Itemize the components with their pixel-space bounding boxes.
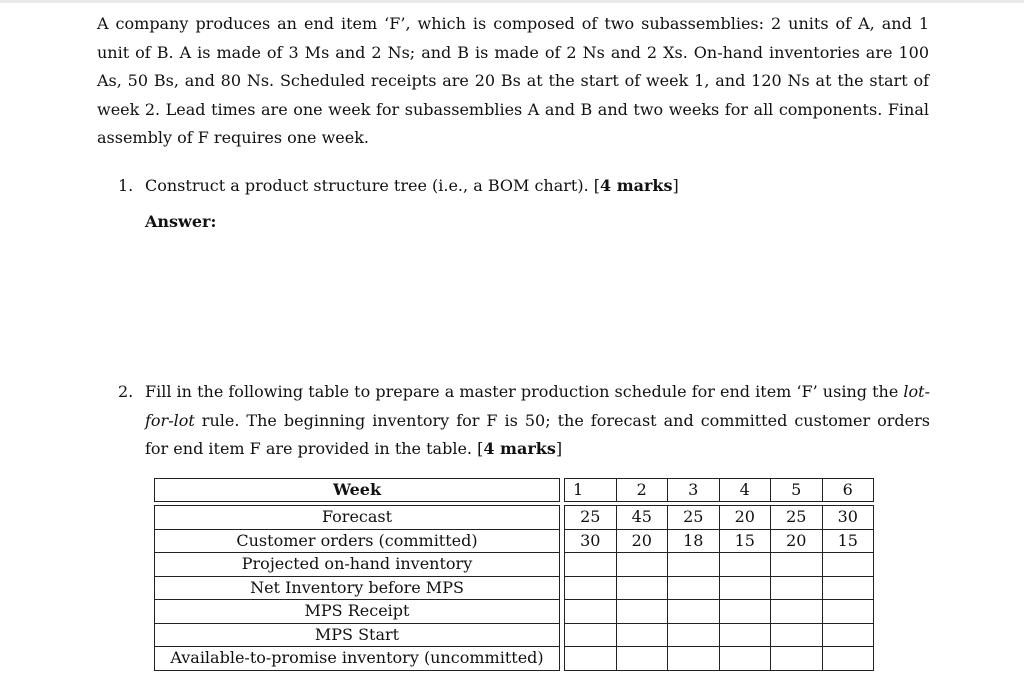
- table-cell: 25: [565, 506, 617, 530]
- question-2-text-b: rule. The beginning inventory for F is 50; the forecast and committed customer orders for end item F are provided in the table. [: [145, 410, 930, 458]
- blank-cell[interactable]: [616, 553, 668, 577]
- question-2-lot-rule: lot-for-lot: [145, 382, 930, 430]
- week-number: 1: [565, 479, 617, 502]
- answer-label: Answer:: [145, 212, 217, 231]
- blank-cell[interactable]: [565, 623, 617, 647]
- blank-cell[interactable]: [719, 623, 771, 647]
- blank-cell[interactable]: [771, 553, 823, 577]
- week-number: 3: [668, 479, 720, 502]
- blank-cell[interactable]: [616, 600, 668, 624]
- blank-cell[interactable]: [822, 600, 874, 624]
- blank-cell[interactable]: [719, 647, 771, 671]
- table-cell: 25: [668, 506, 720, 530]
- blank-cell[interactable]: [565, 576, 617, 600]
- week-header-label: Week: [155, 479, 560, 502]
- row-forecast: [155, 506, 874, 530]
- row-net-inventory: [155, 576, 874, 600]
- blank-cell[interactable]: [668, 623, 720, 647]
- blank-cell[interactable]: [719, 600, 771, 624]
- question-1-number: 1.: [118, 176, 134, 195]
- row-label: Projected on-hand inventory: [155, 553, 560, 577]
- row-mps-start: [155, 623, 874, 647]
- question-2-marks: 4 marks: [483, 439, 556, 458]
- blank-cell[interactable]: [668, 647, 720, 671]
- question-1-marks: 4 marks: [600, 176, 673, 195]
- blank-cell[interactable]: [616, 647, 668, 671]
- table-cell: 18: [668, 529, 720, 553]
- blank-cell[interactable]: [616, 623, 668, 647]
- mps-table: [154, 478, 874, 671]
- row-projected-on-hand: [155, 553, 874, 577]
- blank-cell[interactable]: [616, 576, 668, 600]
- row-label: MPS Start: [155, 623, 560, 647]
- question-1-text: Construct a product structure tree (i.e., a BOM chart). [: [145, 176, 600, 195]
- table-cell: 30: [822, 506, 874, 530]
- week-number: 2: [616, 479, 668, 502]
- blank-cell[interactable]: [822, 647, 874, 671]
- question-1: [118, 173, 679, 199]
- blank-cell[interactable]: [668, 576, 720, 600]
- blank-cell[interactable]: [771, 600, 823, 624]
- blank-cell[interactable]: [771, 623, 823, 647]
- row-label: Available-to-promise inventory (uncommitted): [155, 647, 560, 671]
- blank-cell[interactable]: [719, 553, 771, 577]
- row-label: MPS Receipt: [155, 600, 560, 624]
- week-number: 5: [771, 479, 823, 502]
- blank-cell[interactable]: [822, 576, 874, 600]
- week-header-row: [155, 479, 874, 502]
- problem-statement: A company produces an end item ‘F’, which is composed of two subassemblies: 2 units of A, and 1 unit of B. A is made of 3 Ms and 2 Ns; and B is made of 2 Ns and 2 Xs. On-hand inventories are 100 As, 50 Bs, and 80 Ns. Scheduled receipts are 20 Bs at the start of week 1, and 120 Ns at the start of week 2. Lead times are one week for subassemblies A and B and two weeks for all components. Final assembly of F requires one week.: [97, 14, 929, 147]
- question-2: [118, 378, 930, 464]
- blank-cell[interactable]: [771, 647, 823, 671]
- question-2-text-a: Fill in the following table to prepare a master production schedule for end item ‘F’ using the: [145, 382, 904, 401]
- row-label: Net Inventory before MPS: [155, 576, 560, 600]
- blank-cell[interactable]: [822, 553, 874, 577]
- table-cell: 20: [616, 529, 668, 553]
- blank-cell[interactable]: [565, 553, 617, 577]
- blank-cell[interactable]: [565, 600, 617, 624]
- row-customer-orders: [155, 529, 874, 553]
- row-atp: [155, 647, 874, 671]
- table-cell: 30: [565, 529, 617, 553]
- week-number: 4: [719, 479, 771, 502]
- table-cell: 45: [616, 506, 668, 530]
- blank-cell[interactable]: [719, 576, 771, 600]
- table-cell: 25: [771, 506, 823, 530]
- question-2-text: [145, 378, 930, 464]
- row-label: Customer orders (committed): [155, 529, 560, 553]
- question-1-close: ]: [672, 176, 679, 195]
- table-cell: 15: [822, 529, 874, 553]
- week-number: 6: [822, 479, 874, 502]
- row-mps-receipt: [155, 600, 874, 624]
- table-cell: 20: [719, 506, 771, 530]
- blank-cell[interactable]: [822, 623, 874, 647]
- row-label: Forecast: [155, 506, 560, 530]
- table-cell: 15: [719, 529, 771, 553]
- question-2-number: 2.: [118, 382, 134, 401]
- question-2-close: ]: [555, 439, 563, 458]
- blank-cell[interactable]: [771, 576, 823, 600]
- blank-cell[interactable]: [668, 553, 720, 577]
- table-cell: 20: [771, 529, 823, 553]
- top-border: [0, 0, 1024, 3]
- blank-cell[interactable]: [565, 647, 617, 671]
- blank-cell[interactable]: [668, 600, 720, 624]
